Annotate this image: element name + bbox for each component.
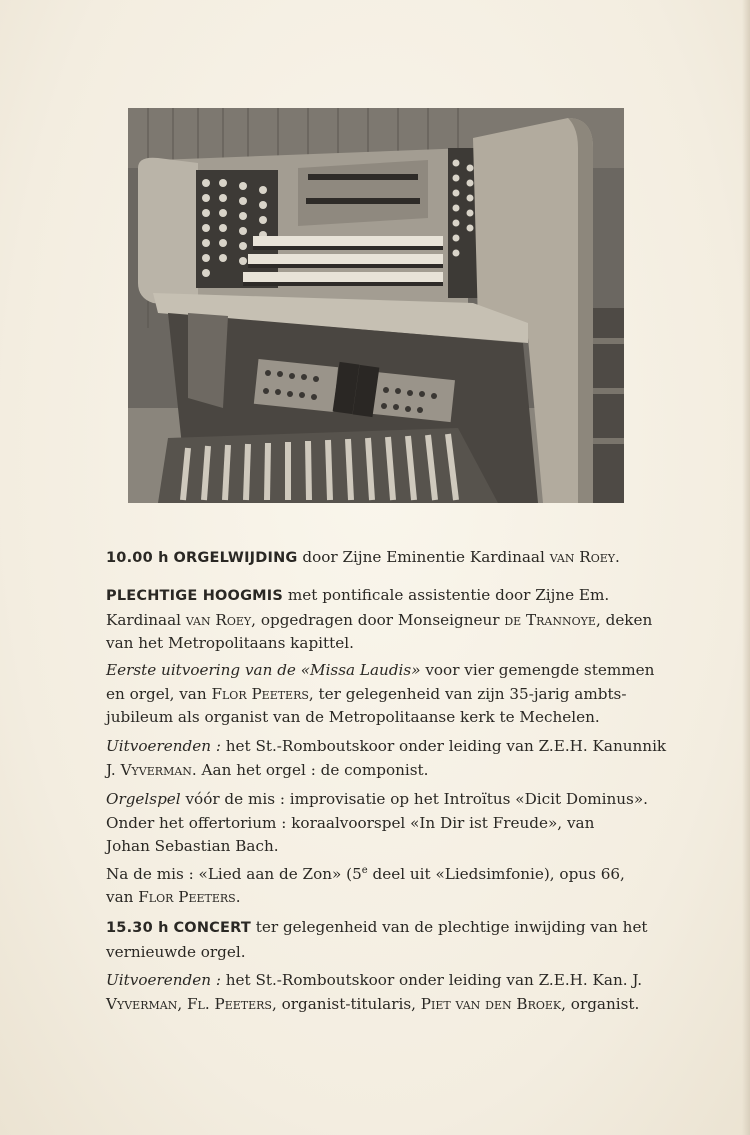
organ-console-photo (128, 108, 624, 503)
italic-text: Uitvoerenden : (106, 971, 221, 989)
person-name: Vyverman (120, 760, 192, 779)
superscript: e (361, 864, 368, 876)
section-heading: CONCERT (173, 920, 251, 936)
body-text: deel uit «Liedsimfonie), opus 66, (367, 864, 625, 883)
body-text: Na de mis : «Lied aan de Zon» (5 (106, 864, 362, 883)
body-text: vóór de mis : improvisatie op het Introïtus «Dicit Dominus». (180, 790, 648, 808)
body-text: Kardinaal (106, 610, 186, 629)
paragraph-orgelwijding (106, 546, 646, 571)
body-text: en orgel, van (106, 684, 212, 703)
body-text: J. (106, 760, 121, 779)
body-text: , (177, 994, 187, 1013)
paragraph-concert (106, 916, 646, 964)
body-text: met pontificale assistentie door Zijne Em. (283, 586, 610, 604)
body-text: van (106, 888, 139, 907)
section-heading: ORGELWIJDING (173, 550, 298, 566)
page-edge (742, 0, 750, 1135)
italic-text: Eerste uitvoering van de «Missa Laudis» (106, 661, 421, 679)
body-text: Johan Sebastian Bach. (106, 837, 279, 855)
person-name: van Roey (549, 548, 616, 566)
paragraph-uitvoerenden-1 (106, 735, 667, 782)
person-name: Piet van den Broek (420, 994, 562, 1013)
body-text: van het Metropolitaans kapittel. (106, 634, 354, 652)
organ-console-illustration (128, 108, 624, 503)
italic-text: Orgelspel (106, 790, 181, 808)
person-name: Flor Peeters (138, 888, 236, 907)
paragraph-orgelspel (106, 788, 646, 910)
body-text: , organist-titularis, (271, 994, 421, 1013)
body-text: jubileum als organist van de Metropolitaanse kerk te Mechelen. (106, 708, 600, 726)
paragraph-hoogmis (106, 584, 653, 656)
person-name: Flor Peeters (211, 684, 309, 703)
body-text: het St.-Romboutskoor onder leiding van Z.E.H. Kan. J. (220, 971, 643, 989)
body-text: ter gelegenheid van de plechtige inwijding van het (250, 918, 648, 936)
body-text: voor vier gemengde stemmen (420, 661, 655, 679)
body-text: . Aan het orgel : de componist. (191, 760, 429, 779)
time-label: 10.00 h (106, 550, 169, 566)
body-text: . (615, 548, 620, 566)
body-text: , deken (595, 610, 653, 629)
italic-text: Uitvoerenden : (106, 737, 221, 755)
body-text: het St.-Romboutskoor onder leiding van Z.E.H. Kanunnik (220, 737, 667, 755)
body-text: , opgedragen door Monseigneur (251, 610, 505, 629)
person-name: van Roey (185, 610, 252, 629)
section-heading: PLECHTIGE HOOGMIS (106, 588, 284, 604)
body-text: door Zijne Eminentie Kardinaal (297, 548, 550, 566)
body-text: Onder het offertorium : koraalvoorspel «In Dir ist Freude», van (106, 813, 595, 832)
body-text: vernieuwde orgel. (106, 942, 246, 961)
time-label: 15.30 h (106, 920, 169, 936)
body-text: . (235, 888, 241, 907)
person-name: Vyverman (106, 994, 178, 1013)
person-name: Fl. Peeters (186, 994, 272, 1013)
body-text: , organist. (561, 994, 640, 1013)
body-text: , ter gelegenheid van zijn 35-jarig ambts- (308, 684, 627, 703)
paragraph-uitvoerenden-2 (106, 969, 646, 1016)
person-name: de Trannoye (504, 610, 596, 629)
paragraph-missa-laudis (106, 659, 655, 730)
